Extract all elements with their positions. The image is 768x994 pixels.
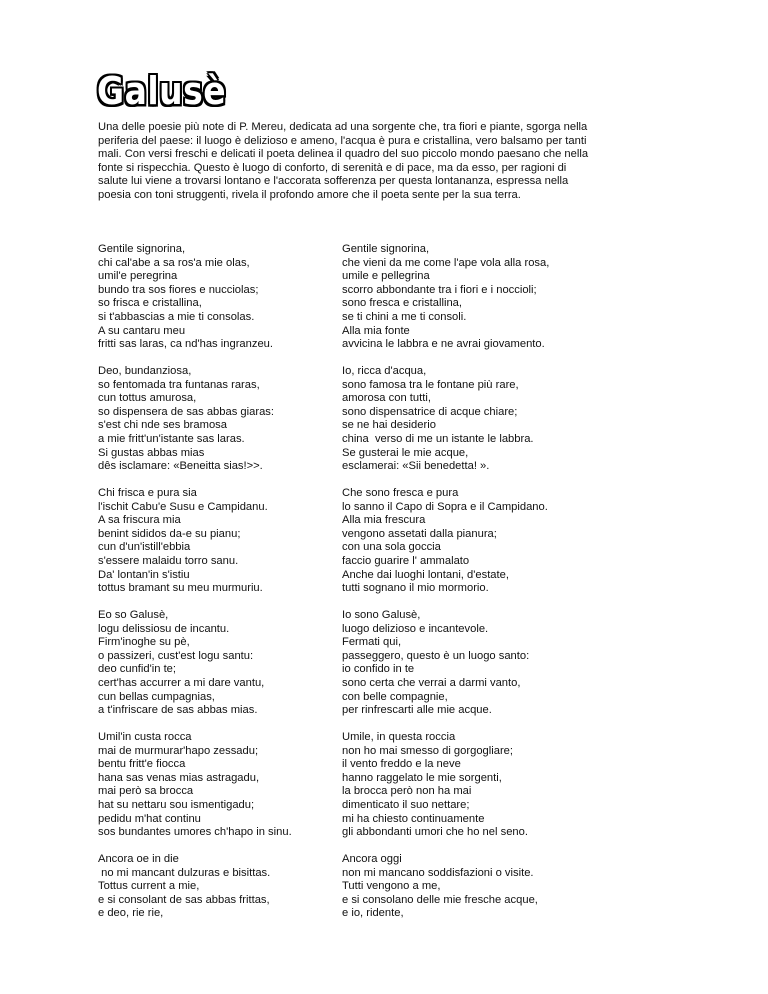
verse-line: so dispensera de sas abbas giaras: <box>98 405 275 418</box>
verse-line: china verso di me un istante le labbra. <box>342 432 534 445</box>
verse-line: umile e pellegrina <box>342 270 430 283</box>
verse-line: umil'e peregrina <box>98 270 178 283</box>
verse-line: no mi mancant dulzuras e bisittas. <box>98 866 271 879</box>
verse-line: se ne hai desiderio <box>342 419 436 432</box>
verse-line: che vieni da me come l'ape vola alla rosa, <box>342 256 550 269</box>
verse-line: s'est chi nde ses bramosa <box>98 419 227 432</box>
stanza-original-3 <box>98 487 313 596</box>
verse-line: so fentomada tra funtanas raras, <box>98 378 260 391</box>
verse-line: l'ischit Cabu'e Susu e Campidanu. <box>98 500 268 513</box>
verse-line: vengono assetati dalla pianura; <box>342 527 497 540</box>
stanza-original-4 <box>98 609 313 718</box>
verse-line: il vento freddo e la neve <box>342 758 461 771</box>
page-title: Galusè <box>97 68 227 114</box>
verse-line: luogo delizioso e incantevole. <box>342 622 489 635</box>
verse-line: cert'has accurrer a mi dare vantu, <box>98 676 265 689</box>
verse-line: mai però sa brocca <box>98 785 194 798</box>
verse-line: non mi mancano soddisfazioni o visite. <box>342 866 534 879</box>
verse-line: Ancora oe in die <box>98 853 179 865</box>
verse-line: Chi frisca e pura sia <box>98 487 197 499</box>
verse-line: tottus bramant su meu murmuriu. <box>98 582 263 595</box>
verse-line: logu delissiosu de incantu. <box>98 622 230 635</box>
verse-line: amorosa con tutti, <box>342 392 431 405</box>
verse-line: Gentile signorina, <box>342 243 430 255</box>
verse-line: hat su nettaru sou ismentigadu; <box>98 798 255 811</box>
verse-line: avvicina le labbra e ne avrai giovamento. <box>342 338 545 351</box>
verse-line: a mie fritt'un'istante sas laras. <box>98 432 245 445</box>
verse-line: Io, ricca d'acqua, <box>342 365 427 377</box>
verse-line: deo cunfid'in te; <box>98 663 177 676</box>
verse-line: Firm'inoghe su pè, <box>98 636 190 649</box>
verse-line: con una sola goccia <box>342 541 441 554</box>
stanza-translation-4 <box>342 609 672 718</box>
verse-line: se ti chini a me ti consoli. <box>342 310 467 323</box>
verse-line: Gentile signorina, <box>98 243 186 255</box>
verse-line: Umil'in custa rocca <box>98 731 192 743</box>
verse-line: bundo tra sos fiores e nucciolas; <box>98 283 259 296</box>
stanza-translation-2 <box>342 365 672 474</box>
verse-line: cun d'un'istill'ebbia <box>98 541 191 554</box>
verse-line: sono dispensatrice di acque chiare; <box>342 405 518 418</box>
verse-line: sono famosa tra le fontane più rare, <box>342 378 519 391</box>
verse-line: sos bundantes umores ch'hapo in sinu. <box>98 826 292 839</box>
verse-line: benint sididos da-e su pianu; <box>98 527 241 540</box>
verse-line: chi cal'abe a sa ros'a mie olas, <box>98 256 250 269</box>
verse-line: Umile, in questa roccia <box>342 731 456 743</box>
verse-line: Fermati qui, <box>342 636 402 649</box>
stanza-original-5 <box>98 731 313 840</box>
verse-line: Deo, bundanziosa, <box>98 365 192 377</box>
verse-line: s'essere malaidu torro sanu. <box>98 554 239 567</box>
verse-line: fritti sas laras, ca nd'has ingranzeu. <box>98 338 274 351</box>
verse-line: la brocca però non ha mai <box>342 785 472 798</box>
stanza-translation-6 <box>342 853 672 921</box>
verse-line: mai de murmurar'hapo zessadu; <box>98 744 259 757</box>
verse-line: sono fresca e cristallina, <box>342 297 463 310</box>
verse-line: scorro abbondante tra i fiori e i noccioli; <box>342 283 537 296</box>
verse-line: dimenticato il suo nettare; <box>342 798 470 811</box>
verse-line: o passizeri, cust'est logu santu: <box>98 649 254 662</box>
verse-line: e si consolant de sas abbas frittas, <box>98 893 270 906</box>
verse-line: per rinfrescarti alle mie acque. <box>342 704 492 717</box>
verse-line: bentu fritt'e fiocca <box>98 758 186 771</box>
verse-line: cun bellas cumpagnias, <box>98 690 215 703</box>
verse-line: e io, ridente, <box>342 907 404 920</box>
verse-line: Tottus current a mie, <box>98 880 200 893</box>
verse-line: Alla mia frescura <box>342 514 426 527</box>
stanza-original-2 <box>98 365 313 474</box>
verse-line: A sa friscura mia <box>98 514 181 527</box>
verse-line: Che sono fresca e pura <box>342 487 459 499</box>
verse-line: so frisca e cristallina, <box>98 297 202 310</box>
verse-line: gli abbondanti umori che ho nel seno. <box>342 826 528 839</box>
verse-line: pedidu m'hat continu <box>98 812 201 825</box>
verse-line: Da' lontan'in s'istiu <box>98 568 190 581</box>
verse-line: Tutti vengono a me, <box>342 880 441 893</box>
verse-line: a t'infriscare de sas abbas mias. <box>98 704 258 717</box>
stanza-translation-1 <box>342 243 672 352</box>
stanza-translation-3 <box>342 487 672 596</box>
verse-line: esclamerai: «Sii benedetta! ». <box>342 460 490 473</box>
stanza-original-1 <box>98 243 313 352</box>
verse-line: non ho mai smesso di gorgogliare; <box>342 744 514 757</box>
verse-line: dês isclamare: «Beneitta sias!>>. <box>98 460 263 473</box>
verse-line: Alla mia fonte <box>342 324 410 337</box>
stanza-translation-5 <box>342 731 672 840</box>
verse-line: Io sono Galusè, <box>342 609 421 621</box>
stanza-original-6 <box>98 853 313 921</box>
verse-line: tutti sognano il mio mormorio. <box>342 582 489 595</box>
verse-line: Se gusterai le mie acque, <box>342 446 469 459</box>
verse-line: si t'abbascias a mie ti consolas. <box>98 310 255 323</box>
intro-paragraph: Una delle poesie più note di P. Mereu, dedicata ad una sorgente che, tra fiori e piante, sgorga nella periferia del paese: il luogo è delizioso e ameno, l'acqua è pura e cristallina, vero balsamo per tanti mali. Con versi freschi e delicati il poeta delinea il quadro del suo piccolo mondo paesano che nella fonte si rispecchia. Questo è luogo di conforto, di serenità e di pace, ma da esso, per ragioni di salute lui viene a trovarsi lontano e l'accorata sofferenza per questa lontananza, espressa nella poesia con toni struggenti, rivela il profondo amore che il poeta sente per la sua terra. <box>98 121 589 201</box>
verse-line: Si gustas abbas mias <box>98 446 205 459</box>
verse-line: faccio guarire l' ammalato <box>342 554 470 567</box>
verse-line: io confido in te <box>342 663 415 676</box>
verse-line: Anche dai luoghi lontani, d'estate, <box>342 568 509 581</box>
verse-line: Ancora oggi <box>342 853 402 865</box>
verse-line: con belle compagnie, <box>342 690 448 703</box>
verse-line: Eo so Galusè, <box>98 609 169 621</box>
verse-line: e si consolano delle mie fresche acque, <box>342 893 538 906</box>
verse-line: lo sanno il Capo di Sopra e il Campidano. <box>342 500 548 513</box>
verse-line: hana sas venas mias astragadu, <box>98 771 260 784</box>
verse-line: mi ha chiesto continuamente <box>342 812 485 825</box>
verse-line: e deo, rie rie, <box>98 907 164 920</box>
verse-line: sono certa che verrai a darmi vanto, <box>342 676 521 689</box>
verse-line: cun tottus amurosa, <box>98 392 197 405</box>
verse-line: passeggero, questo è un luogo santo: <box>342 649 530 662</box>
verse-line: A su cantaru meu <box>98 324 186 337</box>
verse-line: hanno raggelato le mie sorgenti, <box>342 771 502 784</box>
